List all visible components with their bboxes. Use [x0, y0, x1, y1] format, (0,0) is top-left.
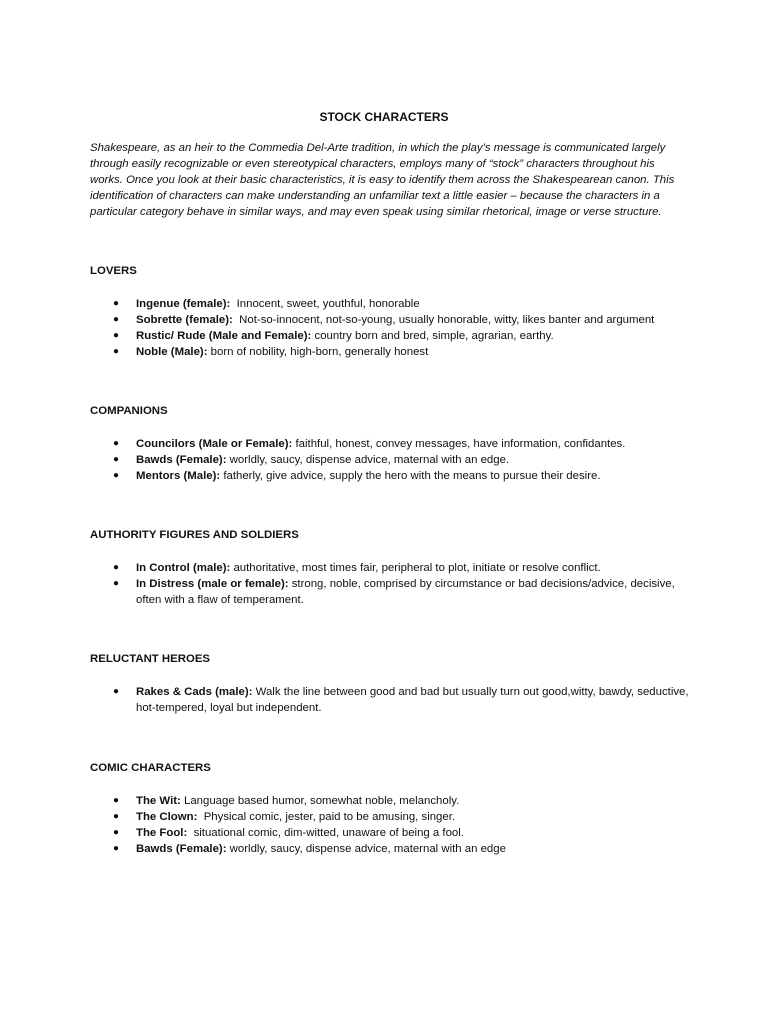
item-term: The Fool: — [136, 827, 188, 839]
section-heading-reluctant-heroes: RELUCTANT HEROES — [90, 653, 211, 665]
list-lovers — [90, 296, 690, 360]
item-term: Councilors (Male or Female): — [136, 438, 293, 450]
item-desc: country born and bred, simple, agrarian, earthy. — [311, 330, 554, 342]
item-term: Noble (Male): — [136, 346, 208, 358]
item-desc: Language based humor, somewhat noble, melancholy. — [180, 795, 460, 807]
list-item — [90, 296, 690, 312]
list-item — [90, 452, 690, 468]
item-term: The Clown: — [136, 811, 198, 823]
item-desc: authoritative, most times fair, peripheral to plot, initiate or resolve conflict. — [230, 562, 601, 574]
item-desc: Walk the line between good and bad but usually turn out good,witty, bawdy, seductive, hot-tempered, loyal but independent. — [136, 686, 692, 714]
bullet-icon: ● — [113, 298, 120, 309]
item-desc: worldly, saucy, dispense advice, maternal with an edge. — [226, 454, 510, 466]
list-item — [90, 809, 690, 825]
intro-paragraph: Shakespeare, as an heir to the Commedia Del-Arte tradition, in which the play’s message is communicated largely through easily recognizable or even stereotypical characters, employs many of “stock” characters throughout his works. Once you look at their basic characteristics, it is easy to identify them across the Shakespearean canon. This identification of characters can make understanding an unfamiliar text a little easier – because the characters in a particular category behave in similar ways, and may even speak using similar rhetorical, image or verse structure. — [90, 142, 675, 218]
item-desc: Not-so-innocent, not-so-young, usually honorable, witty, likes banter and argument — [232, 314, 655, 326]
bullet-icon: ● — [113, 811, 120, 822]
list-item — [90, 344, 690, 360]
list-item — [90, 436, 690, 452]
list-item — [90, 328, 690, 344]
bullet-icon: ● — [113, 795, 120, 806]
bullet-icon: ● — [113, 346, 120, 357]
item-term: Sobrette (female): — [136, 314, 233, 326]
list-item — [90, 793, 690, 809]
list-item — [90, 560, 690, 576]
list-item — [90, 576, 690, 608]
item-term: Rakes & Cads (male): — [136, 686, 253, 698]
section-heading-authority: AUTHORITY FIGURES AND SOLDIERS — [90, 529, 299, 541]
item-desc: born of nobility, high-born, generally honest — [207, 346, 429, 358]
bullet-icon: ● — [113, 686, 120, 697]
bullet-icon: ● — [113, 454, 120, 465]
item-term: Ingenue (female): — [136, 298, 231, 310]
bullet-icon: ● — [113, 843, 120, 854]
item-desc: strong, noble, comprised by circumstance or bad decisions/advice, decisive, often with a flaw of temperament. — [136, 578, 678, 606]
item-term: In Distress (male or female): — [136, 578, 289, 590]
bullet-icon: ● — [113, 827, 120, 838]
item-term: Rustic/ Rude (Male and Female): — [136, 330, 312, 342]
item-term: Bawds (Female): — [136, 454, 227, 466]
item-term: Bawds (Female): — [136, 843, 227, 855]
item-desc: fatherly, give advice, supply the hero with the means to pursue their desire. — [220, 470, 601, 482]
bullet-icon: ● — [113, 330, 120, 341]
section-heading-lovers: LOVERS — [90, 265, 137, 277]
section-heading-comic: COMIC CHARACTERS — [90, 762, 211, 774]
item-desc: Innocent, sweet, youthful, honorable — [230, 298, 420, 310]
bullet-icon: ● — [113, 314, 120, 325]
bullet-icon: ● — [113, 470, 120, 481]
list-authority — [90, 560, 690, 608]
item-term: Mentors (Male): — [136, 470, 221, 482]
list-reluctant-heroes — [90, 684, 690, 716]
list-item — [90, 468, 690, 484]
list-item — [90, 841, 690, 857]
document-title: STOCK CHARACTERS — [319, 110, 449, 124]
item-desc: Physical comic, jester, paid to be amusing, singer. — [197, 811, 456, 823]
item-desc: faithful, honest, convey messages, have information, confidantes. — [292, 438, 626, 450]
list-item — [90, 825, 690, 841]
item-term: In Control (male): — [136, 562, 231, 574]
bullet-icon: ● — [113, 578, 120, 589]
item-term: The Wit: — [136, 795, 181, 807]
list-item — [90, 684, 690, 716]
list-item — [90, 312, 690, 328]
list-comic — [90, 793, 690, 857]
item-desc: situational comic, dim-witted, unaware of being a fool. — [187, 827, 464, 839]
section-heading-companions: COMPANIONS — [90, 405, 168, 417]
item-desc: worldly, saucy, dispense advice, maternal with an edge — [226, 843, 506, 855]
bullet-icon: ● — [113, 562, 120, 573]
bullet-icon: ● — [113, 438, 120, 449]
list-companions — [90, 436, 690, 484]
